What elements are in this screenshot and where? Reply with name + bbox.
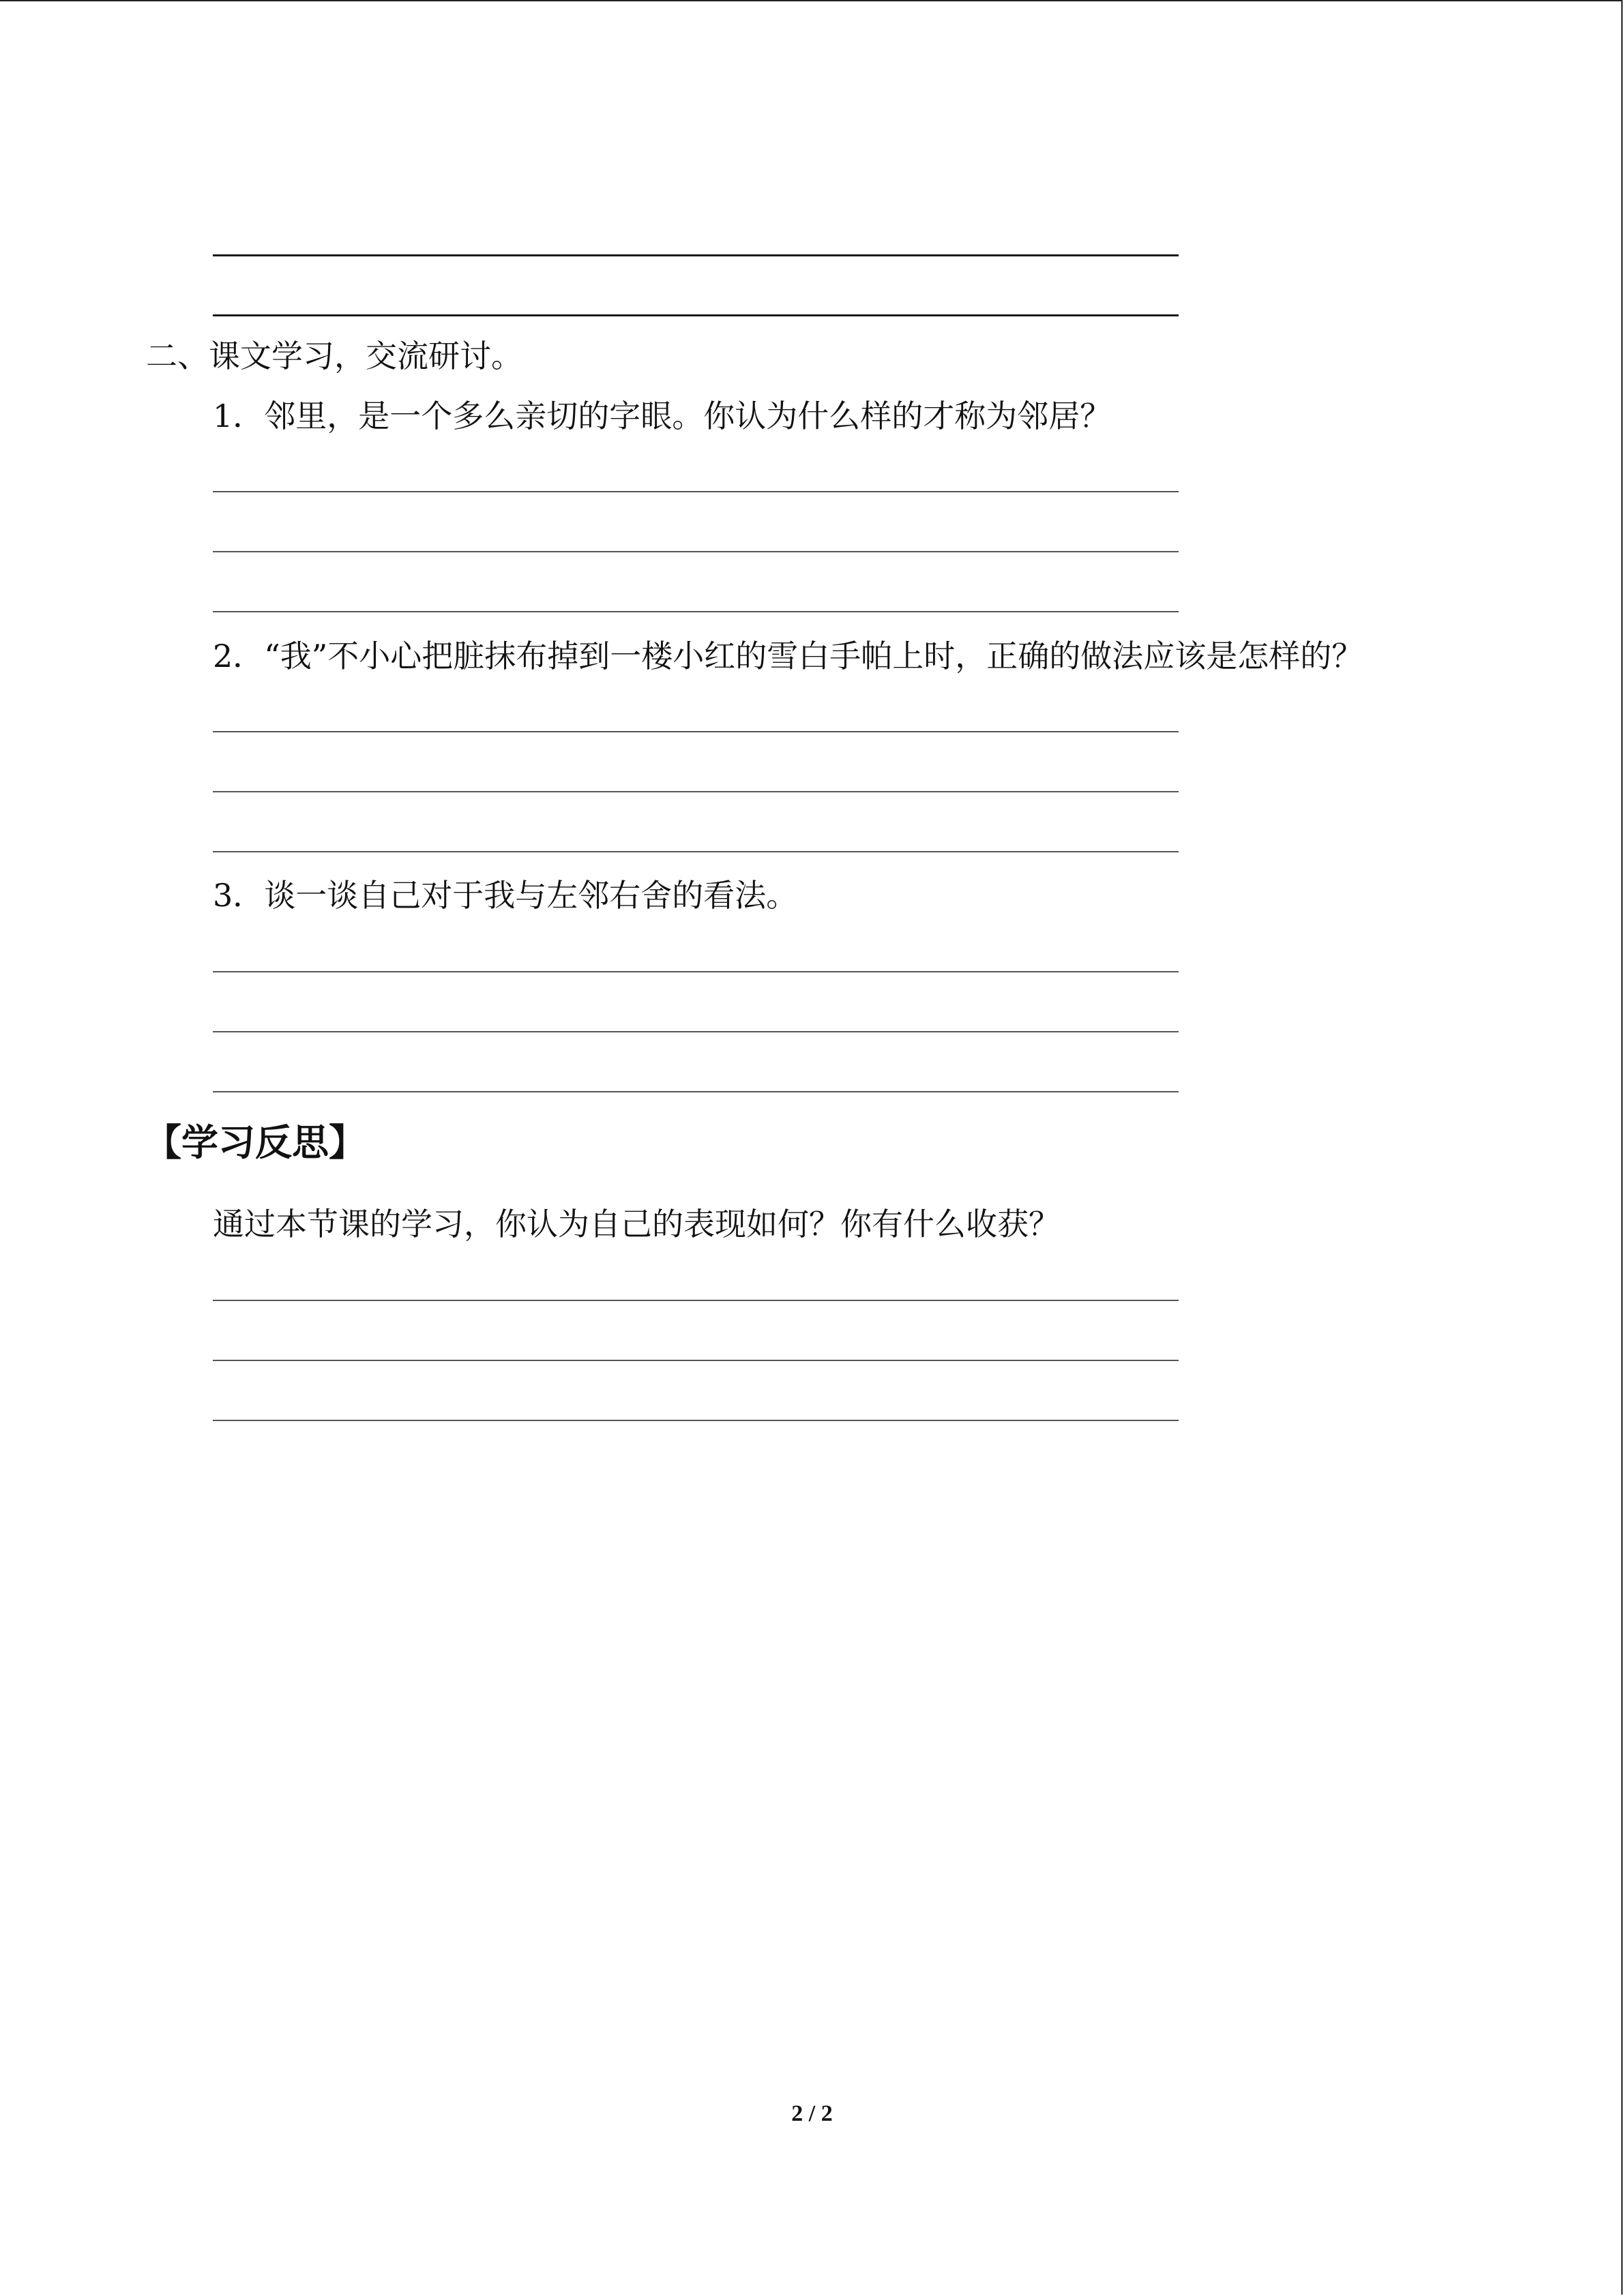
answer-line bbox=[213, 314, 1179, 316]
answer-line bbox=[213, 491, 1179, 492]
answer-line bbox=[213, 851, 1179, 852]
answer-line bbox=[213, 551, 1179, 552]
answer-line bbox=[213, 791, 1179, 792]
question-2: 2．“我”不小心把脏抹布掉到一楼小红的雪白手帕上时，正确的做法应该是怎样的？ bbox=[213, 638, 1363, 674]
question-1: 1．邻里，是一个多么亲切的字眼。你认为什么样的才称为邻居？ bbox=[213, 398, 1112, 434]
answer-line bbox=[213, 971, 1179, 972]
answer-line bbox=[213, 1420, 1179, 1421]
question-3: 3．谈一谈自己对于我与左邻右舍的看法。 bbox=[213, 877, 798, 914]
answer-line bbox=[213, 611, 1179, 612]
reflection-prompt: 通过本节课的学习，你认为自己的表现如何？你有什么收获？ bbox=[213, 1206, 1060, 1242]
answer-line bbox=[213, 1031, 1179, 1032]
answer-line bbox=[213, 1300, 1179, 1301]
answer-line bbox=[213, 1360, 1179, 1361]
answer-line bbox=[213, 731, 1179, 732]
reflection-heading: 【学习反思】 bbox=[145, 1121, 366, 1164]
section-title: 二、课文学习，交流研讨。 bbox=[146, 338, 522, 374]
page-number: 2 / 2 bbox=[791, 2101, 833, 2126]
answer-line bbox=[213, 1091, 1179, 1092]
answer-line bbox=[213, 254, 1179, 256]
